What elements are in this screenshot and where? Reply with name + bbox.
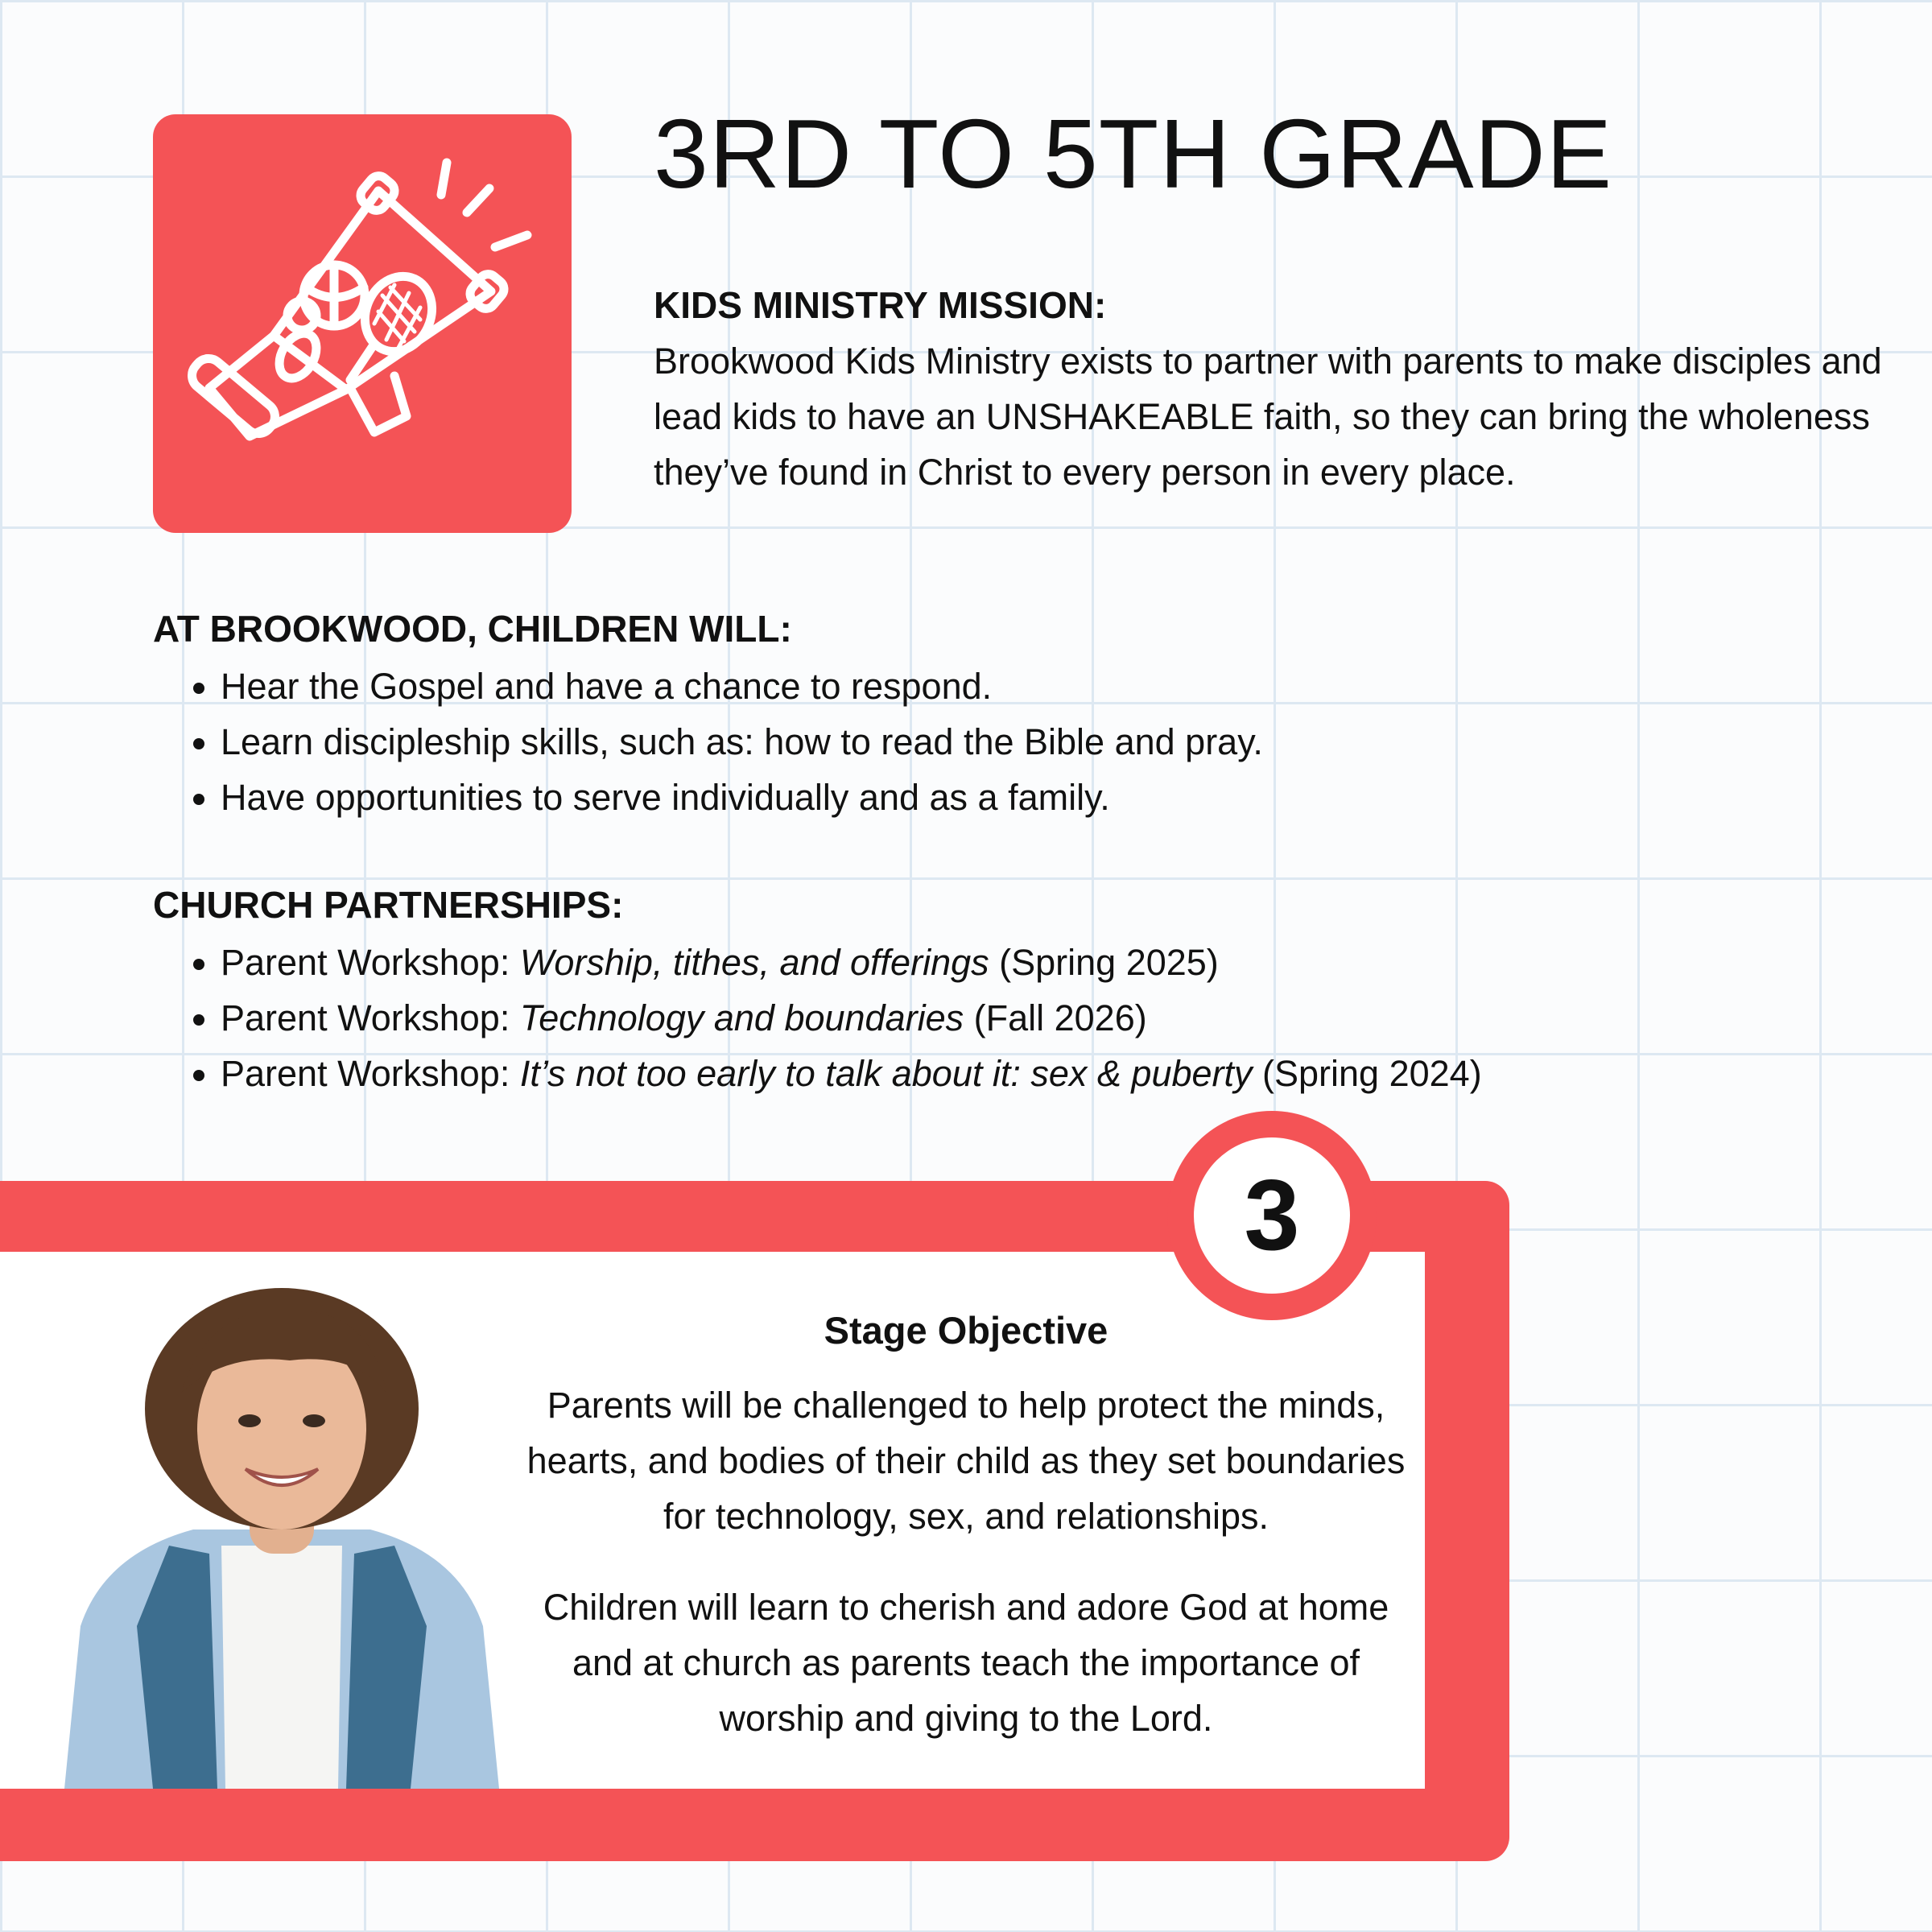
stage-objective bbox=[515, 1308, 1417, 1746]
stage-number-badge: 3 bbox=[1194, 1137, 1350, 1294]
objective-paragraph-parents: Parents will be challenged to help protect the minds, hearts, and bodies of their child as they set boundaries for technology, sex, and relationships. bbox=[526, 1385, 1406, 1538]
mission-heading: KIDS MINISTRY MISSION: bbox=[654, 284, 1107, 326]
workshop-term: (Spring 2025) bbox=[989, 942, 1219, 983]
list-item: • Have opportunities to serve individually and as a family. bbox=[221, 770, 1911, 825]
child-photo bbox=[48, 1288, 515, 1789]
objective-heading: Stage Objective bbox=[824, 1309, 1108, 1352]
partnerships-heading: CHURCH PARTNERSHIPS: bbox=[153, 884, 624, 926]
workshop-prefix: Parent Workshop: bbox=[221, 942, 520, 983]
workshop-term: (Fall 2026) bbox=[964, 997, 1147, 1038]
children-list bbox=[153, 658, 1911, 825]
partnerships-list bbox=[153, 935, 1911, 1101]
workshop-topic: Worship, tithes, and offerings bbox=[519, 942, 989, 983]
workshop-prefix: Parent Workshop: bbox=[221, 997, 520, 1038]
list-item: • Hear the Gospel and have a chance to respond. bbox=[221, 658, 1911, 714]
list-item bbox=[221, 935, 1911, 990]
page-title: 3RD TO 5TH GRADE bbox=[654, 99, 1613, 208]
workshop-prefix: Parent Workshop: bbox=[221, 1053, 520, 1094]
list-item bbox=[221, 1046, 1911, 1101]
workshop-topic: It’s not too early to talk about it: sex & puberty bbox=[519, 1053, 1253, 1094]
mission-text: Brookwood Kids Ministry exists to partner with parents to make disciples and lead kids to have an UNSHAKEABLE faith, so they can bring the wholeness they’ve found in Christ to every person in every place. bbox=[654, 341, 1882, 493]
megaphone-sports-icon bbox=[153, 114, 572, 533]
list-item: • Learn discipleship skills, such as: how to read the Bible and pray. bbox=[221, 714, 1911, 770]
children-heading: AT BROOKWOOD, CHILDREN WILL: bbox=[153, 608, 792, 650]
objective-paragraph-children: Children will learn to cherish and adore God at home and at church as parents teach the importance of worship and giving to the Lord. bbox=[543, 1587, 1389, 1740]
workshop-topic: Technology and boundaries bbox=[519, 997, 964, 1038]
list-item bbox=[221, 990, 1911, 1046]
workshop-term: (Spring 2024) bbox=[1252, 1053, 1482, 1094]
